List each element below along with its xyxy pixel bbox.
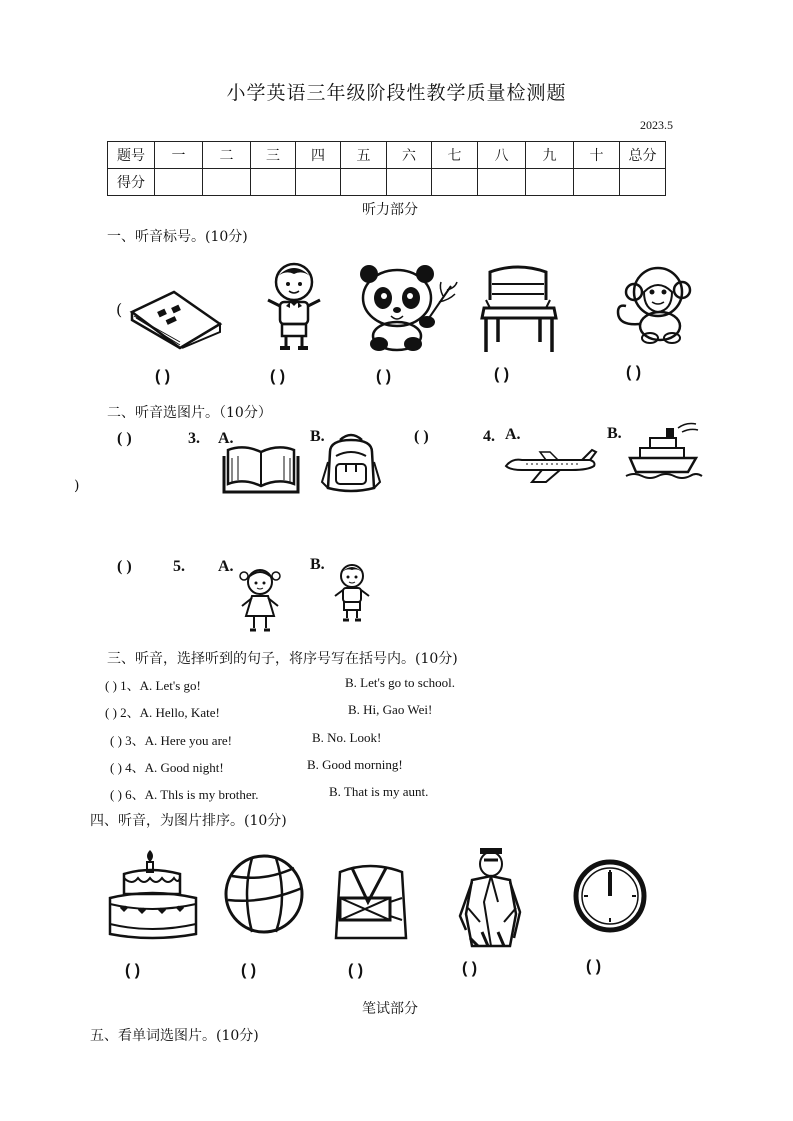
table-cell: 五	[341, 142, 387, 169]
answer-blank[interactable]: ( )	[376, 368, 392, 385]
score-input[interactable]	[526, 169, 574, 196]
score-input[interactable]	[478, 169, 526, 196]
answer-blank[interactable]: ( )	[117, 558, 132, 575]
question-number: 5.	[173, 558, 185, 575]
airplane-icon	[502, 448, 598, 484]
answer-blank[interactable]: ( )	[494, 366, 510, 383]
panda-icon	[355, 264, 459, 352]
answer-blank[interactable]: ( )	[270, 368, 286, 385]
section2-heading: 二、听音选图片。（10分）	[107, 405, 272, 421]
score-input[interactable]	[620, 169, 666, 196]
book-icon	[128, 290, 224, 350]
score-input[interactable]	[387, 169, 432, 196]
option-a-label: A.	[505, 426, 521, 443]
answer-blank[interactable]: ( )	[462, 960, 478, 977]
ship-icon	[626, 422, 702, 480]
table-cell: 六	[387, 142, 432, 169]
sentence-option[interactable]: ( ) 2、A. Hello, Kate!	[105, 705, 220, 720]
table-cell: 八	[478, 142, 526, 169]
girl-icon	[238, 566, 282, 634]
answer-blank[interactable]: ( )	[414, 428, 429, 445]
table-cell: 十	[574, 142, 620, 169]
table-cell: 二	[203, 142, 251, 169]
open-book-icon	[222, 444, 300, 496]
table-cell: 一	[155, 142, 203, 169]
sentence-option[interactable]: ( ) 6、A. Thls is my brother.	[110, 787, 259, 802]
score-input[interactable]	[251, 169, 296, 196]
score-input[interactable]	[574, 169, 620, 196]
score-input[interactable]	[432, 169, 478, 196]
score-table	[107, 141, 666, 196]
answer-blank[interactable]: ( )	[348, 962, 364, 979]
option-b-label: B.	[607, 425, 622, 442]
answer-blank[interactable]: ( )	[241, 962, 257, 979]
sentence-option[interactable]: ( ) 3、A. Here you are!	[110, 733, 233, 748]
stray-mark: )	[74, 478, 80, 494]
answer-blank[interactable]: ( )	[626, 364, 642, 381]
ball-icon	[222, 852, 306, 936]
answer-blank[interactable]: ( )	[125, 962, 141, 979]
sentence-option[interactable]: B. Hi, Gao Wei!	[348, 702, 433, 717]
page-title: 小学英语三年级阶段性教学质量检测题	[226, 82, 567, 104]
score-input[interactable]	[296, 169, 341, 196]
sentence-option[interactable]: B. That is my aunt.	[329, 784, 429, 799]
table-cell: 总分	[620, 142, 666, 169]
score-input[interactable]	[203, 169, 251, 196]
option-b-label: B.	[310, 428, 325, 445]
option-b-label: B.	[310, 556, 325, 573]
table-cell: 七	[432, 142, 478, 169]
answer-blank[interactable]: ( )	[155, 368, 171, 385]
table-cell: 题号	[108, 142, 155, 169]
arm-sling-icon	[332, 858, 410, 944]
exam-date: 2023.5	[640, 118, 673, 132]
sentence-option[interactable]: B. Let's go to school.	[345, 675, 455, 690]
sentence-option[interactable]: B. No. Look!	[312, 730, 382, 745]
question-number: 3.	[188, 430, 200, 447]
boy-icon	[262, 260, 326, 352]
sentence-option[interactable]: ( ) 1、A. Let's go!	[105, 678, 201, 693]
birthday-cake-icon	[104, 848, 202, 942]
question-number: 4.	[483, 428, 495, 445]
table-row	[108, 169, 666, 196]
listening-part-heading: 听力部分	[362, 202, 418, 218]
score-input[interactable]	[155, 169, 203, 196]
writing-part-heading: 笔试部分	[362, 1001, 418, 1017]
option-a-label: A.	[218, 558, 234, 575]
chair-icon	[478, 264, 560, 354]
sentence-option[interactable]: B. Good morning!	[307, 757, 403, 772]
stray-mark: (	[116, 300, 123, 319]
answer-blank[interactable]: ( )	[586, 958, 602, 975]
backpack-icon	[320, 432, 382, 496]
table-cell: 四	[296, 142, 341, 169]
answer-blank[interactable]: ( )	[117, 430, 132, 447]
man-in-suit-icon	[458, 842, 524, 950]
section1-heading: 一、听音标号。(10分)	[107, 229, 248, 245]
sentence-option[interactable]: ( ) 4、A. Good night!	[110, 760, 224, 775]
clock-icon	[572, 858, 648, 934]
section3-heading: 三、听音，选择听到的句子，将序号写在括号内。(10分)	[107, 651, 458, 667]
table-row	[108, 142, 666, 169]
boy-icon	[332, 562, 372, 624]
table-cell: 三	[251, 142, 296, 169]
section5-heading: 五、看单词选图片。(10分)	[90, 1028, 259, 1044]
table-cell: 得分	[108, 169, 155, 196]
score-input[interactable]	[341, 169, 387, 196]
option-a-label: A.	[218, 430, 234, 447]
monkey-icon	[610, 262, 696, 344]
table-cell: 九	[526, 142, 574, 169]
section4-heading: 四、听音，为图片排序。(10分)	[90, 813, 287, 829]
